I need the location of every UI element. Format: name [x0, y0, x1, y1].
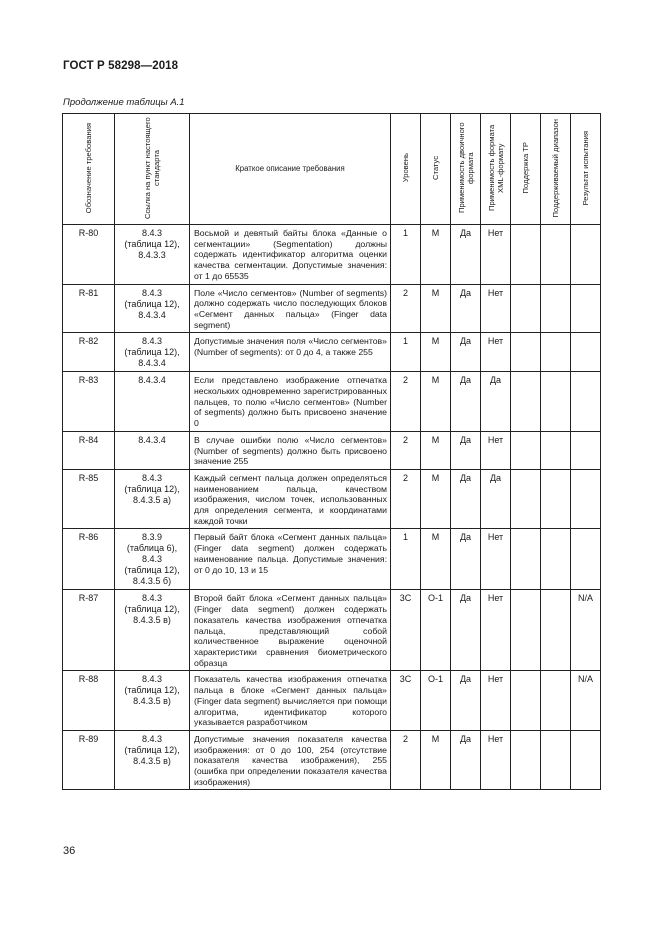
cell-result: [571, 469, 601, 529]
cell-range: [541, 225, 571, 285]
table-header-row: [63, 114, 601, 225]
cell-level: 2: [391, 431, 421, 469]
cell-tr: [511, 730, 541, 790]
cell-range: [541, 671, 571, 731]
cell-binary: Да: [451, 284, 481, 333]
header-binary: Применимость двоичного формата: [451, 114, 481, 225]
cell-ref: 8.4.3 (таблица 12), 8.4.3.4: [115, 333, 190, 372]
cell-id: R-81: [63, 284, 115, 333]
cell-xml: Нет: [481, 284, 511, 333]
cell-desc: Если представлено изображение отпечатка нескольких одновременно зарегистрированных пальцев, то полю «Число сегментов» (Number of segments) должно быть присвоено значение 0: [190, 372, 391, 432]
table-row: [63, 529, 601, 590]
cell-desc: Второй байт блока «Сегмент данных пальца» (Finger data segment) должен содержать показатель качества изображения отпечатка пальца, представляющий собой количественное выражение оценочной характеристики сравнения биометрического образца: [190, 590, 391, 671]
cell-result: [571, 730, 601, 790]
cell-tr: [511, 284, 541, 333]
cell-desc: Восьмой и девятый байты блока «Данные о сегментации» (Segmentation) должны содержать идентификатор алгоритма оценки качества сегментации. Допустимые значения: от 1 до 65535: [190, 225, 391, 285]
table-row: [63, 590, 601, 671]
cell-status: М: [421, 333, 451, 372]
cell-tr: [511, 469, 541, 529]
header-level: Уровень: [391, 114, 421, 225]
table-caption: Продолжение таблицы А.1: [63, 97, 185, 108]
cell-tr: [511, 590, 541, 671]
cell-desc: Показатель качества изображения отпечатка пальца в блоке «Сегмент данных пальца» (Finger data segment) вычисляется при помощи алгоритма, идентификатор которого указывается разработчиком: [190, 671, 391, 731]
cell-id: R-86: [63, 529, 115, 590]
cell-xml: Да: [481, 372, 511, 432]
cell-desc: Каждый сегмент пальца должен определяться наименованием пальца, качеством изображения, числом точек, использованных для определения сегмента, и координатами каждой точки: [190, 469, 391, 529]
cell-range: [541, 469, 571, 529]
cell-id: R-85: [63, 469, 115, 529]
table-row: [63, 225, 601, 285]
table-row: [63, 284, 601, 333]
cell-binary: Да: [451, 225, 481, 285]
cell-ref: 8.4.3 (таблица 12), 8.4.3.5 в): [115, 671, 190, 731]
table-row: [63, 372, 601, 432]
cell-binary: Да: [451, 730, 481, 790]
cell-ref: 8.4.3.4: [115, 431, 190, 469]
cell-id: R-80: [63, 225, 115, 285]
cell-status: М: [421, 225, 451, 285]
table-row: [63, 671, 601, 731]
cell-xml: Нет: [481, 730, 511, 790]
cell-ref: 8.4.3 (таблица 12), 8.4.3.5 а): [115, 469, 190, 529]
cell-binary: Да: [451, 590, 481, 671]
cell-status: М: [421, 730, 451, 790]
cell-id: R-89: [63, 730, 115, 790]
cell-result: [571, 333, 601, 372]
cell-tr: [511, 225, 541, 285]
page-number: 36: [63, 845, 76, 857]
cell-range: [541, 730, 571, 790]
cell-tr: [511, 333, 541, 372]
cell-result: [571, 225, 601, 285]
cell-result: [571, 284, 601, 333]
requirements-table: [62, 113, 601, 790]
cell-binary: Да: [451, 529, 481, 590]
cell-range: [541, 529, 571, 590]
header-result: Результат испытания: [571, 114, 601, 225]
cell-status: М: [421, 372, 451, 432]
cell-desc: Допустимые значения показателя качества изображения: от 0 до 100, 254 (отсутствие показателя качества изображения), 255 (ошибка при определении показателя качества изображения): [190, 730, 391, 790]
cell-level: 1: [391, 225, 421, 285]
cell-ref: 8.4.3 (таблица 12), 8.4.3.5 в): [115, 730, 190, 790]
cell-status: М: [421, 529, 451, 590]
cell-xml: Нет: [481, 590, 511, 671]
cell-status: М: [421, 431, 451, 469]
cell-level: 2: [391, 372, 421, 432]
cell-id: R-88: [63, 671, 115, 731]
cell-result: [571, 431, 601, 469]
cell-status: О-1: [421, 590, 451, 671]
cell-id: R-87: [63, 590, 115, 671]
cell-ref: 8.4.3 (таблица 12), 8.4.3.4: [115, 284, 190, 333]
document-title: ГОСТ Р 58298—2018: [63, 60, 179, 72]
cell-result: [571, 529, 601, 590]
cell-xml: Нет: [481, 225, 511, 285]
header-desc: Краткое описание требования: [190, 114, 391, 225]
cell-range: [541, 431, 571, 469]
cell-status: О-1: [421, 671, 451, 731]
cell-result: N/A: [571, 671, 601, 731]
cell-desc: Поле «Число сегментов» (Number of segments) должно содержать число последующих блоков «Сегмент данных пальца» (Finger data segment): [190, 284, 391, 333]
header-tr: Поддержка ТР: [511, 114, 541, 225]
cell-ref: 8.4.3 (таблица 12), 8.4.3.3: [115, 225, 190, 285]
cell-xml: Да: [481, 469, 511, 529]
table-row: [63, 469, 601, 529]
cell-tr: [511, 529, 541, 590]
header-ref: Ссылка на пункт настоящего стандарта: [115, 114, 190, 225]
cell-range: [541, 590, 571, 671]
cell-binary: Да: [451, 431, 481, 469]
header-status: Статус: [421, 114, 451, 225]
cell-level: 3С: [391, 590, 421, 671]
table-row: [63, 431, 601, 469]
table-row: [63, 730, 601, 790]
cell-level: 1: [391, 529, 421, 590]
cell-desc: Допустимые значения поля «Число сегментов» (Number of segments): от 0 до 4, а также 255: [190, 333, 391, 372]
cell-status: М: [421, 284, 451, 333]
cell-range: [541, 372, 571, 432]
table-row: [63, 333, 601, 372]
cell-tr: [511, 372, 541, 432]
cell-level: 1: [391, 333, 421, 372]
cell-ref: 8.4.3 (таблица 12), 8.4.3.5 в): [115, 590, 190, 671]
cell-ref: 8.3.9 (таблица 6), 8.4.3 (таблица 12), 8.4.3.5 б): [115, 529, 190, 590]
cell-status: М: [421, 469, 451, 529]
cell-id: R-83: [63, 372, 115, 432]
cell-level: 2: [391, 284, 421, 333]
cell-level: 2: [391, 469, 421, 529]
cell-range: [541, 284, 571, 333]
cell-xml: Нет: [481, 333, 511, 372]
cell-tr: [511, 431, 541, 469]
cell-xml: Нет: [481, 671, 511, 731]
cell-desc: В случае ошибки полю «Число сегментов» (Number of segments) должно быть присвоено значение 255: [190, 431, 391, 469]
cell-desc: Первый байт блока «Сегмент данных пальца» (Finger data segment) должен содержать наименование пальца. Допустимые значения: от 0 до 10, 13 и 15: [190, 529, 391, 590]
header-id: Обозначение требования: [63, 114, 115, 225]
cell-binary: Да: [451, 671, 481, 731]
cell-ref: 8.4.3.4: [115, 372, 190, 432]
cell-result: [571, 372, 601, 432]
cell-binary: Да: [451, 469, 481, 529]
cell-id: R-84: [63, 431, 115, 469]
cell-tr: [511, 671, 541, 731]
cell-level: 3С: [391, 671, 421, 731]
cell-result: N/A: [571, 590, 601, 671]
cell-binary: Да: [451, 372, 481, 432]
cell-binary: Да: [451, 333, 481, 372]
cell-level: 2: [391, 730, 421, 790]
header-range: Поддерживаемый диапазон: [541, 114, 571, 225]
header-xml: Применимость формата XML-формату: [481, 114, 511, 225]
cell-range: [541, 333, 571, 372]
cell-xml: Нет: [481, 529, 511, 590]
cell-id: R-82: [63, 333, 115, 372]
cell-xml: Нет: [481, 431, 511, 469]
